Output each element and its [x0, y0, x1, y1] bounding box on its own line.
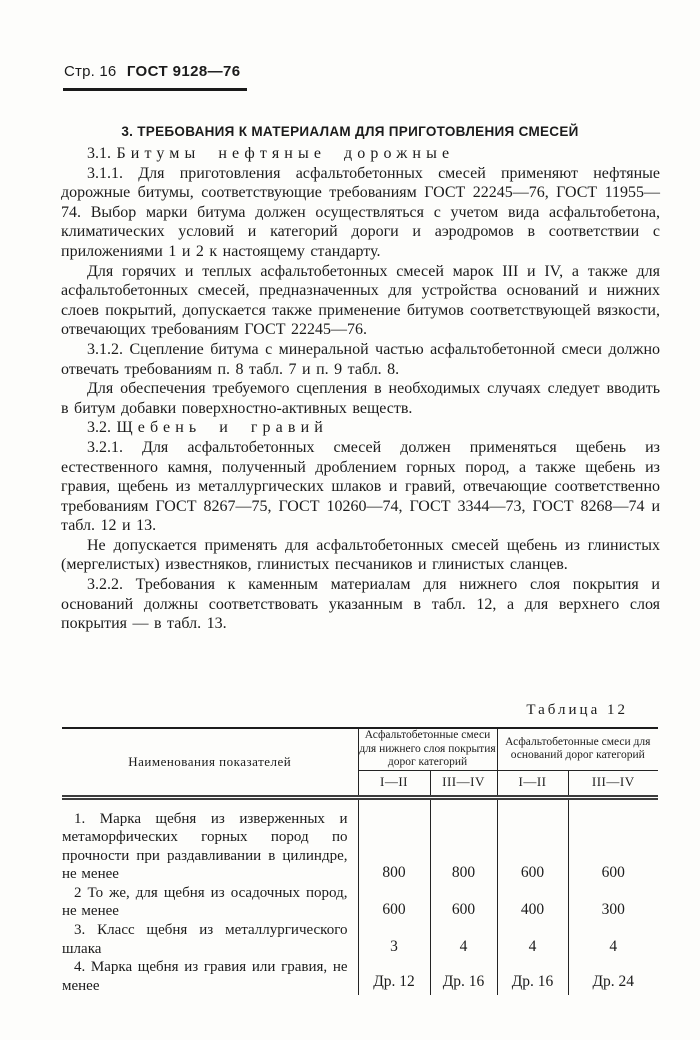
row-value: 600 [358, 884, 430, 921]
row-label: 4. Марка щебня из гравия или гравия, не менее [62, 959, 348, 994]
subsection-heading-3-1 [61, 144, 660, 164]
header-underline [63, 88, 247, 91]
table-12 [62, 727, 658, 995]
table-col1-header: Наименования показателей [62, 728, 358, 797]
subcol-header: I—II [358, 770, 430, 797]
table-row [62, 958, 658, 995]
page-header [64, 63, 240, 80]
row-value: Др. 16 [430, 958, 497, 995]
section-heading: 3. ТРЕБОВАНИЯ К МАТЕРИАЛАМ ДЛЯ ПРИГОТОВЛЕНИЯ СМЕСЕЙ [121, 124, 579, 140]
row-value: Др. 12 [358, 958, 430, 995]
table-group2-header: Асфальтобетонные смеси для оснований дорог категорий [497, 728, 658, 770]
row-value: 600 [497, 797, 568, 884]
row-value: Др. 16 [497, 958, 568, 995]
row-value: 400 [497, 884, 568, 921]
paragraph-adhesion-additives: Для обеспечения требуемого сцепления в необходимых случаях следует вводить в битум добавки поверхностно-активных веществ. [61, 380, 660, 417]
table-caption: Таблица 12 [526, 702, 628, 718]
paragraph-3-2-1: 3.2.1. Для асфальтобетонных смесей должен применяться щебень из естественного камня, полученный дроблением горных пород, а также щебень из гравия, щебень из металлургических шлаков и гравий, отвечающие соответственно требованиям ГОСТ 8267—75, ГОСТ 10260—74, ГОСТ 3344—73, ГОСТ 8268—74 и табл. 12 и 13. [61, 438, 660, 535]
paragraph-crushed-stone-restriction: Не допускается применять для асфальтобетонных смесей щебень из глинистых (мергелистых) известняков, глинистых песчаников и глинистых сланцев. [61, 536, 660, 574]
subsection-title: Щебень и гравий [116, 419, 328, 437]
subcol-header: III—IV [568, 770, 658, 797]
doc-number: ГОСТ 9128—76 [126, 63, 241, 80]
row-value: 600 [430, 884, 497, 921]
row-value: 800 [430, 797, 497, 884]
table-row [62, 884, 658, 921]
row-value: 600 [568, 797, 658, 884]
table-header-group-row [62, 728, 658, 770]
paragraph-bitumen-hot-warm: Для горячих и теплых асфальтобетонных смесей марок III и IV, а также для асфальтобетонных смесей, предназначенных для устройства оснований и нижних слоев покрытий, допускается также применение битумов соответствующей вязкости, отвечающих требованиям ГОСТ 22245—76. [61, 262, 660, 339]
row-value: Др. 24 [568, 958, 658, 995]
row-value: 4 [430, 921, 497, 958]
table-row [62, 921, 658, 958]
row-label: 2 То же, для щебня из осадочных пород, не менее [62, 884, 348, 920]
row-value: 4 [568, 921, 658, 958]
subsection-title: Битумы нефтяные дорожные [116, 145, 455, 162]
row-label: 1. Марка щебня из изверженных и метаморфических горных пород по прочности при раздавливании в цилиндре, не менее [62, 810, 348, 883]
paragraph-3-1-2: 3.1.2. Сцепление битума с минеральной частью асфальтобетонной смеси должно отвечать требованиям п. 8 табл. 7 и п. 9 табл. 8. [61, 340, 660, 378]
subsection-number: 3.2. [87, 419, 111, 437]
row-value: 3 [358, 921, 430, 958]
body-text [61, 144, 660, 634]
row-value: 4 [497, 921, 568, 958]
subcol-header: III—IV [430, 770, 497, 797]
row-value: 800 [358, 797, 430, 884]
page-number-label: Стр. 16 [64, 63, 117, 80]
row-label: 3. Класс щебня из металлургического шлака [62, 922, 348, 957]
row-value: 300 [568, 884, 658, 921]
subsection-heading-3-2 [61, 418, 660, 438]
subcol-header: I—II [497, 770, 568, 797]
table-group1-header: Асфальтобетонные смеси для нижнего слоя покрытия дорог категорий [359, 729, 496, 768]
subsection-number: 3.1. [87, 145, 111, 162]
table-row [62, 797, 658, 884]
paragraph-3-1-1: 3.1.1. Для приготовления асфальтобетонных смесей применяют нефтяные дорожные битумы, соответствующие требованиям ГОСТ 22245—76, ГОСТ 11955—74. Выбор марки битума должен осуществляться с учетом вида асфальтобетона, климатических условий и категорий дороги и аэродромов в соответствии с приложениями 1 и 2 к настоящему стандарту. [61, 164, 660, 260]
paragraph-3-2-2: 3.2.2. Требования к каменным материалам для нижнего слоя покрытия и оснований должны соответствовать указанным в табл. 12, а для верхнего слоя покрытия — в табл. 13. [61, 576, 660, 633]
